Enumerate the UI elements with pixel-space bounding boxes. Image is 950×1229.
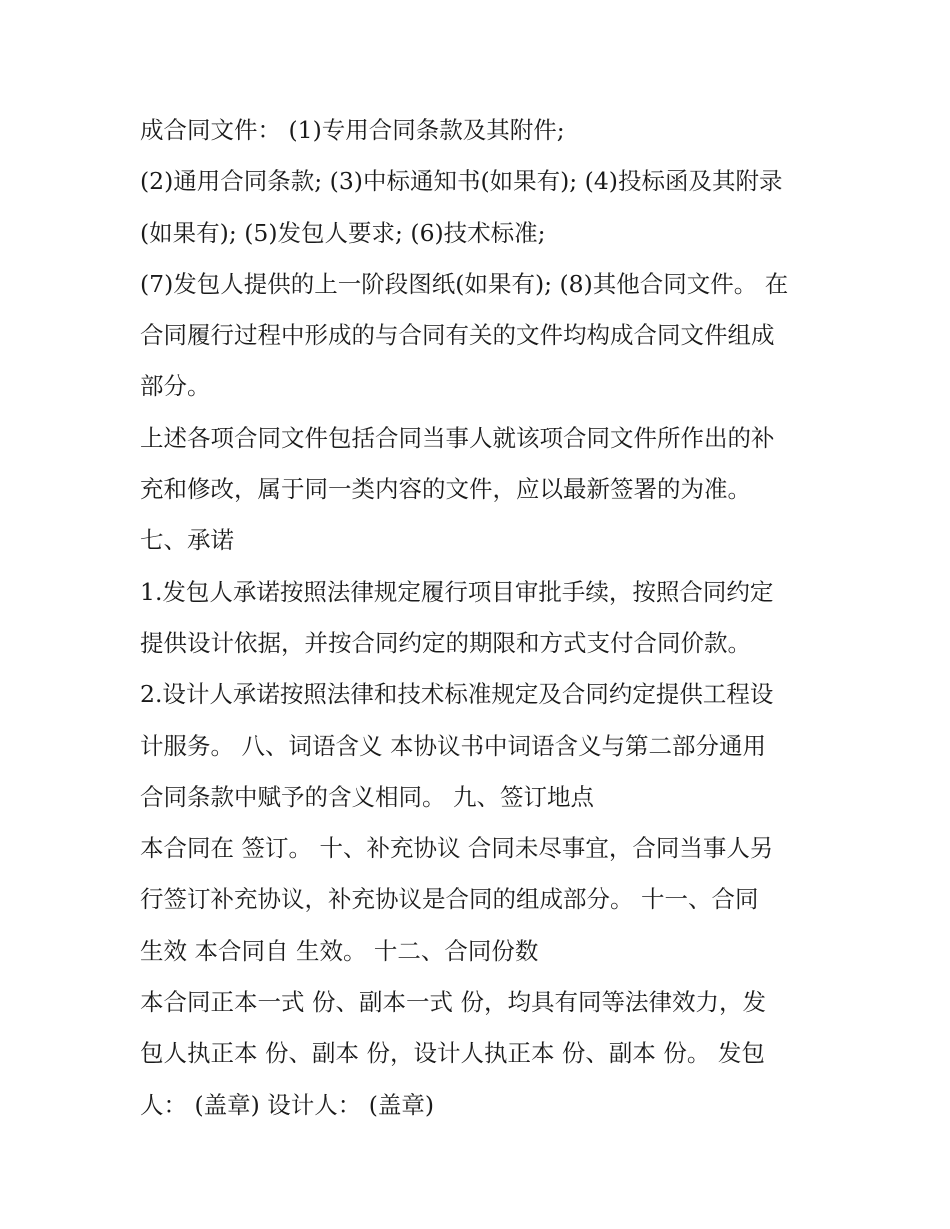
text-line: 部分。 <box>140 372 211 401</box>
section-heading: 七、承诺 <box>140 526 234 555</box>
signature-line: 人： (盖章) 设计人： (盖章) <box>140 1090 435 1119</box>
text-line: 生效 本合同自 生效。 十二、合同份数 <box>140 936 539 965</box>
text-line: (如果有); (5)发包人要求; (6)技术标准; <box>140 218 546 247</box>
text-line: 上述各项合同文件包括合同当事人就该项合同文件所作出的补 <box>140 423 775 452</box>
text-line: (2)通用合同条款; (3)中标通知书(如果有); (4)投标函及其附录 <box>140 167 783 196</box>
text-line: 合同条款中赋予的含义相同。 九、签订地点 <box>140 782 594 811</box>
text-line: 合同履行过程中形成的与合同有关的文件均构成合同文件组成 <box>140 321 775 350</box>
text-line: 2.设计人承诺按照法律和技术标准规定及合同约定提供工程设 <box>140 680 774 709</box>
text-line: 本合同正本一式 份、副本一式 份，均具有同等法律效力，发 <box>140 988 766 1017</box>
text-line: 本合同在 签订。 十、补充协议 合同未尽事宜，合同当事人另 <box>140 834 774 863</box>
text-line: (7)发包人提供的上一阶段图纸(如果有); (8)其他合同文件。 在 <box>140 269 789 298</box>
text-line: 提供设计依据，并按合同约定的期限和方式支付合同价款。 <box>140 628 751 657</box>
text-line: 行签订补充协议，补充协议是合同的组成部分。 十一、合同 <box>140 885 759 914</box>
text-line: 成合同文件： (1)专用合同条款及其附件; <box>140 116 565 144</box>
contract-text <box>140 105 820 1131</box>
text-line: 1.发包人承诺按照法律规定履行项目审批手续，按照合同约定 <box>140 577 774 606</box>
text-line: 充和修改，属于同一类内容的文件，应以最新签署的为准。 <box>140 475 751 504</box>
text-line: 包人执正本 份、副本 份，设计人执正本 份、副本 份。 发包 <box>140 1039 765 1068</box>
text-line: 计服务。 八、词语含义 本协议书中词语含义与第二部分通用 <box>140 731 766 760</box>
